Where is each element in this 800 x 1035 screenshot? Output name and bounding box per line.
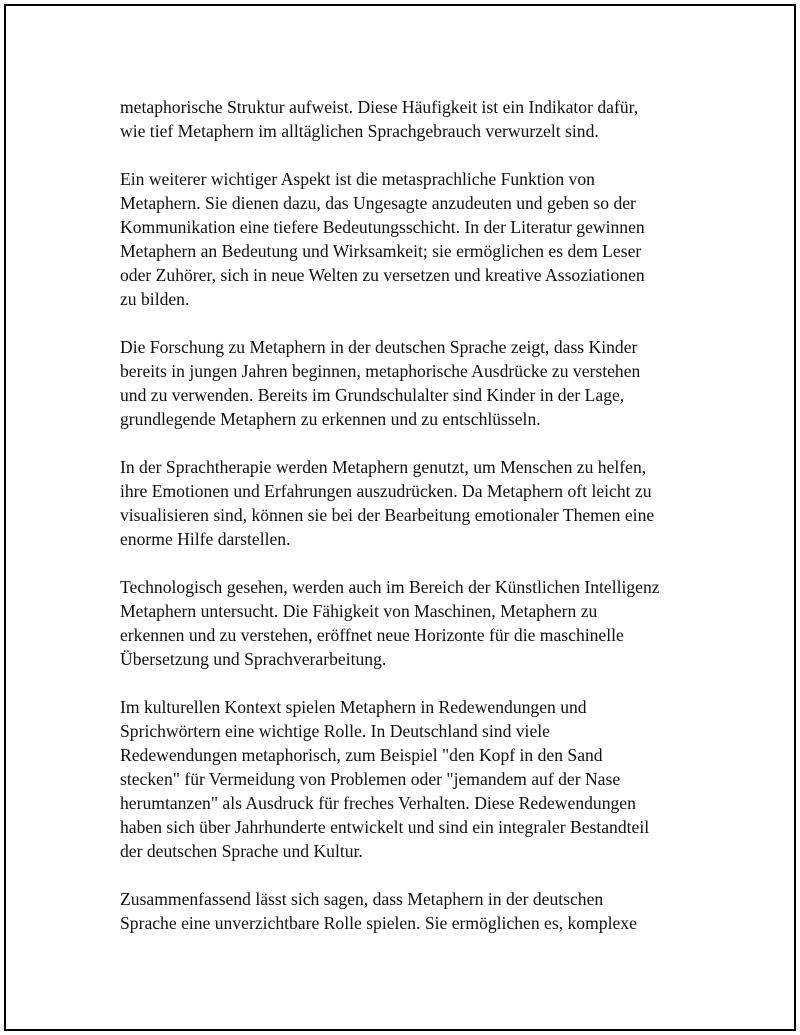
paragraph [120, 887, 700, 935]
paragraph [120, 455, 700, 551]
paragraph-line: enorme Hilfe darstellen. [120, 529, 291, 549]
paragraph [120, 167, 700, 311]
paragraph-line: zu bilden. [120, 289, 190, 309]
paragraph-line: und zu verwenden. Bereits im Grundschulalter sind Kinder in der Lage, [120, 385, 625, 405]
paragraph-line: oder Zuhörer, sich in neue Welten zu versetzen und kreative Assoziationen [120, 265, 645, 285]
paragraph [120, 95, 700, 143]
paragraph-line: Übersetzung und Sprachverarbeitung. [120, 649, 387, 669]
paragraph-line: Kommunikation eine tiefere Bedeutungsschicht. In der Literatur gewinnen [120, 217, 645, 237]
paragraph-line: Zusammenfassend lässt sich sagen, dass Metaphern in der deutschen [120, 889, 604, 909]
paragraph-line: erkennen und zu verstehen, eröffnet neue Horizonte für die maschinelle [120, 625, 624, 645]
paragraph-line: ihre Emotionen und Erfahrungen auszudrücken. Da Metaphern oft leicht zu [120, 481, 652, 501]
paragraph-line: stecken" für Vermeidung von Problemen oder "jemandem auf der Nase [120, 769, 621, 789]
paragraph-line: Metaphern an Bedeutung und Wirksamkeit; sie ermöglichen es dem Leser [120, 241, 642, 261]
paragraph-line: grundlegende Metaphern zu erkennen und zu entschlüsseln. [120, 409, 541, 429]
paragraph-line: Metaphern untersucht. Die Fähigkeit von Maschinen, Metaphern zu [120, 601, 598, 621]
document-page [4, 4, 796, 1031]
paragraph-line: Sprache eine unverzichtbare Rolle spielen. Sie ermöglichen es, komplexe [120, 913, 637, 933]
paragraph-line: Sprichwörtern eine wichtige Rolle. In Deutschland sind viele [120, 721, 550, 741]
paragraph [120, 695, 700, 863]
paragraph-line: Ein weiterer wichtiger Aspekt ist die metasprachliche Funktion von [120, 169, 595, 189]
paragraph-line: Redewendungen metaphorisch, zum Beispiel "den Kopf in den Sand [120, 745, 603, 765]
paragraph [120, 575, 700, 671]
paragraph-line: bereits in jungen Jahren beginnen, metaphorische Ausdrücke zu verstehen [120, 361, 641, 381]
paragraph [120, 335, 700, 431]
paragraph-line: Metaphern. Sie dienen dazu, das Ungesagte anzudeuten und geben so der [120, 193, 636, 213]
document-body [120, 95, 700, 959]
paragraph-line: In der Sprachtherapie werden Metaphern genutzt, um Menschen zu helfen, [120, 457, 647, 477]
paragraph-line: herumtanzen" als Ausdruck für freches Verhalten. Diese Redewendungen [120, 793, 636, 813]
paragraph-line: wie tief Metaphern im alltäglichen Sprachgebrauch verwurzelt sind. [120, 121, 599, 141]
paragraph-line: der deutschen Sprache und Kultur. [120, 841, 363, 861]
paragraph-line: visualisieren sind, können sie bei der Bearbeitung emotionaler Themen eine [120, 505, 655, 525]
paragraph-line: metaphorische Struktur aufweist. Diese Häufigkeit ist ein Indikator dafür, [120, 97, 639, 117]
paragraph-line: Technologisch gesehen, werden auch im Bereich der Künstlichen Intelligenz [120, 577, 660, 597]
paragraph-line: Die Forschung zu Metaphern in der deutschen Sprache zeigt, dass Kinder [120, 337, 638, 357]
paragraph-line: haben sich über Jahrhunderte entwickelt und sind ein integraler Bestandteil [120, 817, 650, 837]
paragraph-line: Im kulturellen Kontext spielen Metaphern in Redewendungen und [120, 697, 587, 717]
